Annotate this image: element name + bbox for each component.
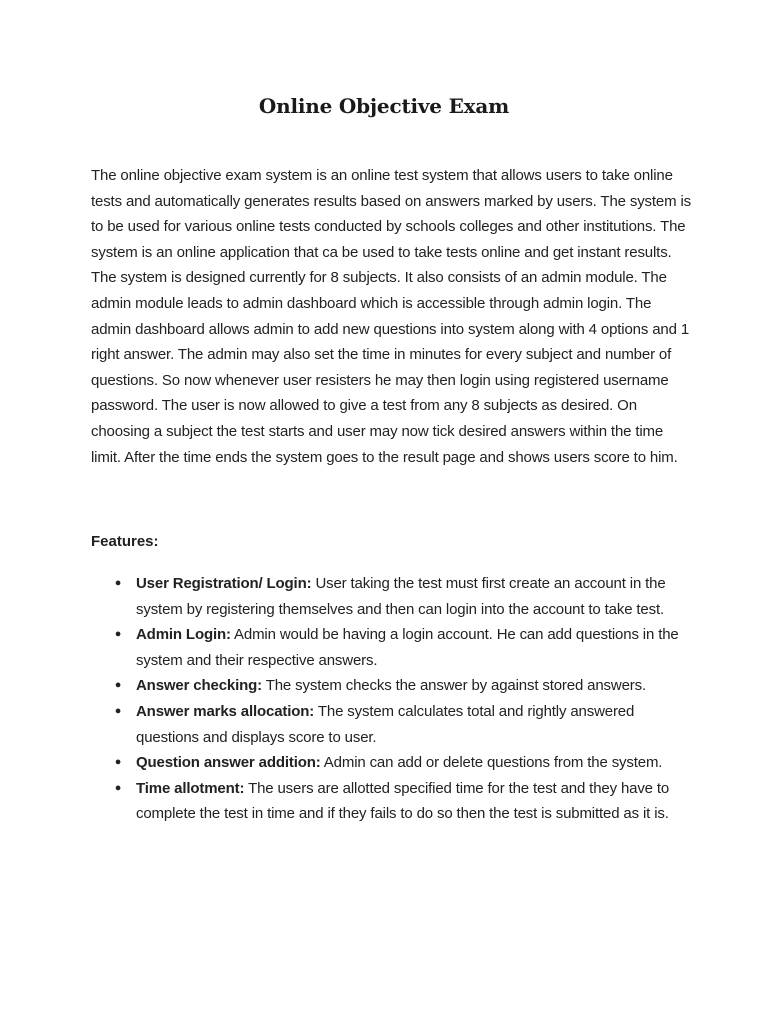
bullet-icon: ● bbox=[114, 679, 122, 692]
feature-name: User Registration/ Login: bbox=[136, 575, 312, 592]
document-title: Online Objective Exam bbox=[258, 94, 510, 118]
feature-name: Time allotment: bbox=[136, 779, 245, 797]
bullet-icon: ● bbox=[114, 628, 122, 641]
feature-description: The users are allotted specified time for the test and they have to complete the test in time and if they fails to do so then the test is submitted as it is. bbox=[136, 779, 670, 823]
feature-name: Admin Login: bbox=[136, 626, 231, 644]
features-list bbox=[91, 571, 691, 827]
feature-item-admin-login bbox=[91, 622, 691, 673]
feature-item-answer-checking bbox=[91, 673, 691, 699]
bullet-icon: ● bbox=[114, 756, 122, 769]
feature-description: The system calculates total and rightly answered questions and displays score to user. bbox=[136, 702, 635, 746]
feature-description: User taking the test must first create an account in the system by registering themselves and then can login into the account to take test. bbox=[136, 575, 666, 618]
feature-item-question-answer-addition bbox=[91, 750, 691, 776]
feature-item-answer-marks-allocation bbox=[91, 699, 691, 750]
feature-name: Answer marks allocation: bbox=[136, 702, 315, 720]
feature-item-user-registration bbox=[91, 571, 691, 622]
feature-description: Admin would be having a login account. He can add questions in the system and their respective answers. bbox=[136, 626, 679, 669]
intro-paragraph: The online objective exam system is an online test system that allows users to take online tests and automatically generates results based on answers marked by users. The system is to be used for various online tests conducted by schools colleges and other institutions. The system is an online application that ca be used to take tests online and get instant results. The system is designed currently for 8 subjects. It also consists of an admin module. The admin module leads to admin dashboard which is accessible through admin login. The admin dashboard allows admin to add new questions into system along with 4 options and 1 right answer. The admin may also set the time in minutes for every subject and number of questions. So now whenever user resisters he may then login using registered username password. The user is now allowed to give a test from any 8 subjects as desired. On choosing a subject the test starts and user may now tick desired answers within the time limit. After the time ends the system goes to the result page and shows users score to him. bbox=[91, 167, 691, 466]
bullet-icon: ● bbox=[114, 577, 122, 589]
bullet-icon: ● bbox=[114, 704, 122, 717]
feature-item-time-allotment bbox=[91, 776, 691, 827]
feature-description: Admin can add or delete questions from the system. bbox=[320, 754, 663, 772]
feature-name: Answer checking: bbox=[136, 677, 262, 695]
bullet-icon: ● bbox=[114, 781, 122, 794]
features-heading: Features: bbox=[91, 533, 159, 550]
feature-name: Question answer addition: bbox=[136, 754, 321, 772]
feature-description: The system checks the answer by against stored answers. bbox=[261, 677, 646, 695]
